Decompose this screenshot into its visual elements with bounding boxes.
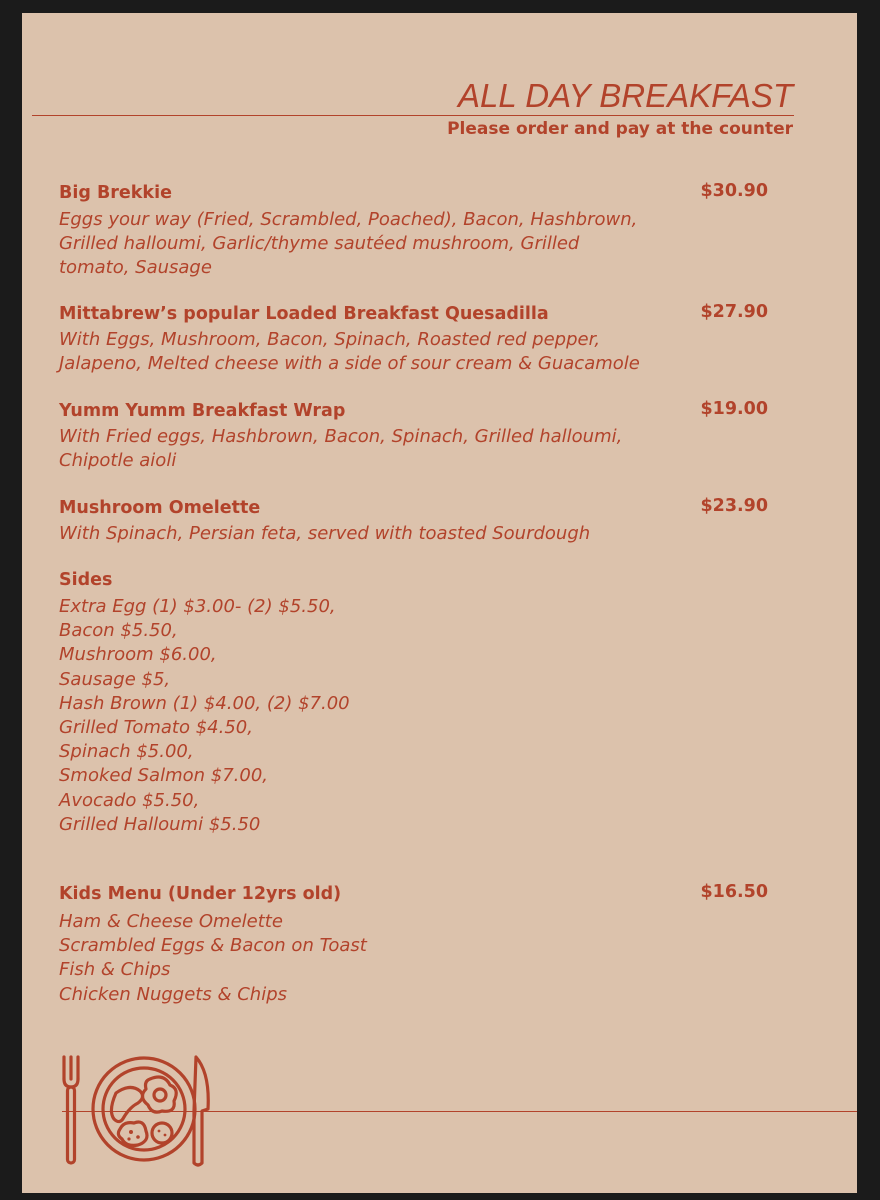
description-line: tomato, Sausage: [59, 257, 212, 279]
item-name-mushroom-omelette: Mushroom Omelette: [59, 498, 261, 518]
item-description-sides: [59, 595, 699, 837]
side-line: Bacon $5.50,: [59, 620, 178, 642]
menu-title: ALL DAY BREAKFAST: [457, 77, 793, 114]
item-name-kids-menu: Kids Menu (Under 12yrs old): [59, 884, 342, 904]
side-line: Hash Brown (1) $4.00, (2) $7.00: [59, 692, 350, 714]
side-line: Spinach $5.00,: [59, 741, 194, 763]
description-line: With Eggs, Mushroom, Bacon, Spinach, Roasted red pepper,: [59, 329, 601, 350]
side-line: Grilled Tomato $4.50,: [59, 716, 253, 738]
side-line: Grilled Halloumi $5.50: [59, 813, 261, 835]
item-price-kids-menu: $16.50: [700, 882, 768, 902]
side-line: Mushroom $6.00,: [59, 644, 217, 666]
description-line: Chipotle aioli: [59, 450, 177, 472]
description-line: Jalapeno, Melted cheese with a side of sour cream & Guacamole: [59, 353, 640, 375]
description-line: With Spinach, Persian feta, served with toasted Sourdough: [59, 523, 591, 544]
kids-line: Ham & Cheese Omelette: [59, 911, 283, 932]
side-line: Avocado $5.50,: [59, 789, 200, 811]
kids-line: Fish & Chips: [59, 959, 171, 981]
side-line: Sausage $5,: [59, 668, 171, 690]
item-price-mushroom-omelette: $23.90: [700, 496, 768, 516]
breakfast-plate-fork-knife-icon: [58, 1053, 210, 1171]
item-name-sides: Sides: [59, 570, 113, 590]
description-line: With Fried eggs, Hashbrown, Bacon, Spinach, Grilled halloumi,: [59, 426, 623, 447]
header-divider: [32, 115, 794, 116]
description-line: Eggs your way (Fried, Scrambled, Poached), Bacon, Hashbrown,: [59, 209, 638, 230]
kids-line: Chicken Nuggets & Chips: [59, 983, 287, 1005]
item-description-breakfast-wrap: [59, 425, 699, 473]
item-name-breakfast-wrap: Yumm Yumm Breakfast Wrap: [59, 401, 346, 421]
item-name-big-brekkie: Big Brekkie: [59, 183, 172, 203]
item-description-kids-menu: [59, 910, 699, 1007]
item-description-quesadilla: [59, 328, 699, 376]
side-line: Smoked Salmon $7.00,: [59, 765, 269, 787]
side-line: Extra Egg (1) $3.00- (2) $5.50,: [59, 596, 336, 617]
item-price-big-brekkie: $30.90: [700, 181, 768, 201]
item-description-big-brekkie: [59, 208, 699, 281]
kids-line: Scrambled Eggs & Bacon on Toast: [59, 935, 367, 957]
menu-page: [22, 13, 857, 1193]
item-price-quesadilla: $27.90: [700, 302, 768, 322]
item-price-breakfast-wrap: $19.00: [700, 399, 768, 419]
description-line: Grilled halloumi, Garlic/thyme sautéed mushroom, Grilled: [59, 233, 580, 255]
menu-subtitle: Please order and pay at the counter: [447, 119, 793, 139]
item-description-mushroom-omelette: [59, 522, 699, 546]
item-name-quesadilla: Mittabrew’s popular Loaded Breakfast Quesadilla: [59, 304, 549, 324]
